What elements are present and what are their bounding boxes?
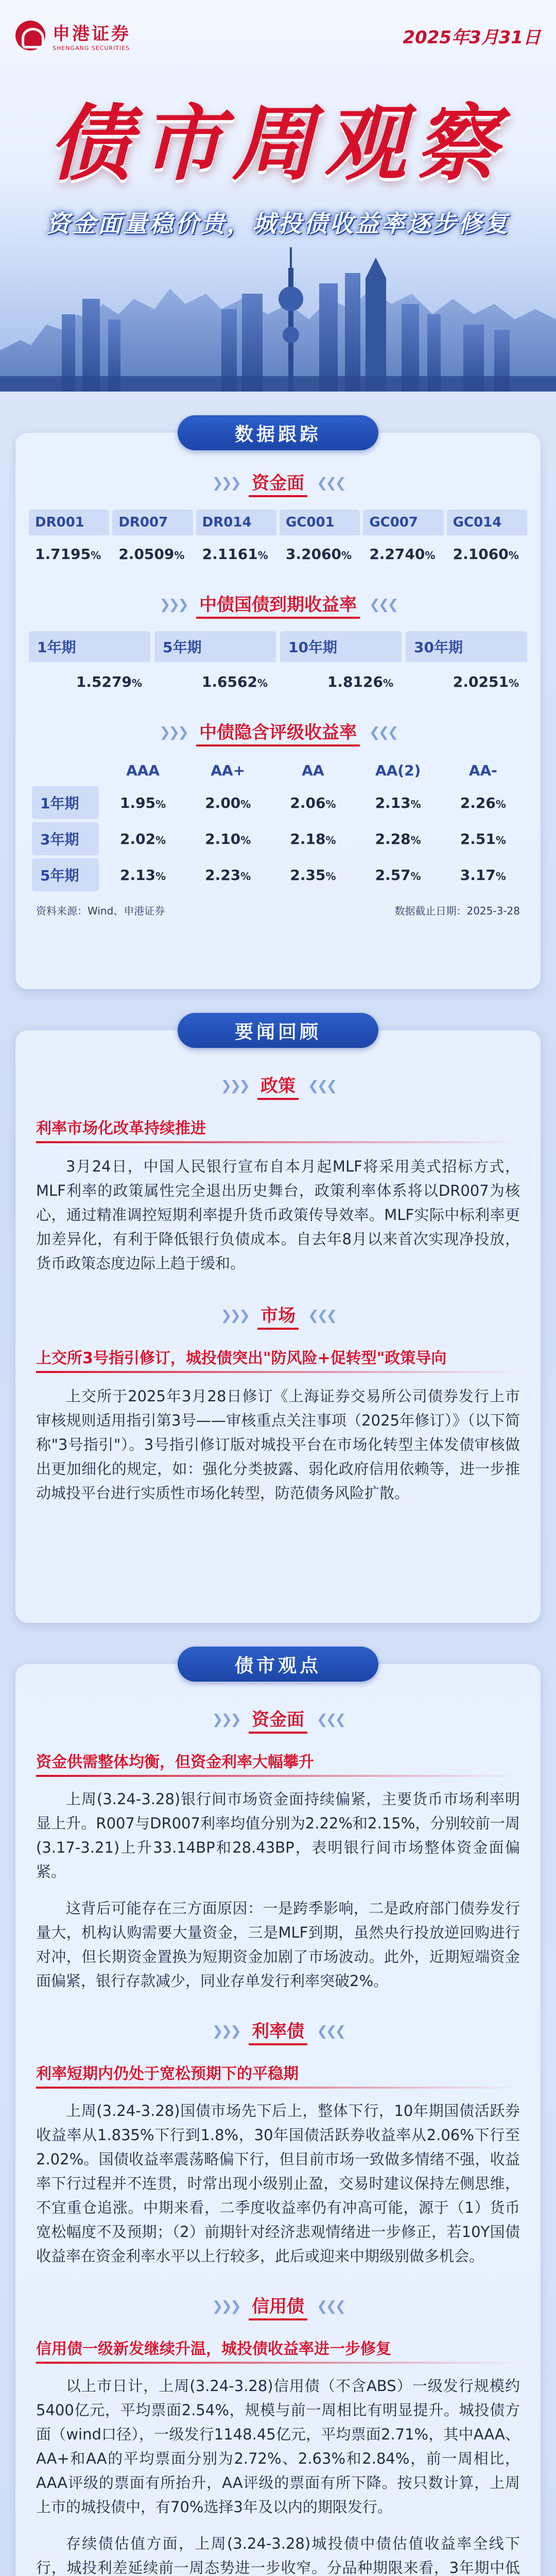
table-cell: 2.06%: [290, 794, 336, 811]
row-label: 1年期: [32, 786, 99, 819]
table-row: [32, 822, 524, 855]
chevrons-left-icon: ❯❯❯: [159, 724, 187, 740]
credit-paragraph-1: 以上市日计，上周(3.24-3.28)信用债（不含ABS）一级发行规模约5400亿元，平均票面2.54%，规模与前一周相比有明显提升。城投债方面（wind口径），一级发行1148.45亿元，平均票面2.71%，其中AAA、AA+和AA的平均票面分别为2.72%、2.63%和2.84%，前一周相比，AAA评级的票面有所抬升，AA评级的票面有所下降。按只数计算，上周上市的城投债中，有70%选择3年及以内的期限发行。: [36, 2377, 520, 2516]
funding-section-head: ❯❯❯ 资金面 ❮❮❮: [15, 469, 541, 497]
data-tracking-panel: [15, 423, 541, 989]
rate-value: 2.1161%: [202, 546, 268, 563]
views-funding-head: ❯❯❯ 资金面 ❮❮❮: [15, 1705, 541, 1734]
top-bar: [15, 18, 541, 54]
policy-headline: 利率市场化改革持续推进: [36, 1120, 206, 1138]
market-headline: 上交所3号指引修订，城投债突出"防风险+促转型"政策导向: [36, 1349, 447, 1367]
rate-value: 3.2060%: [285, 546, 352, 563]
funding-paragraph-2: 这背后可能存在三方面原因：一是跨季影响，二是政府部门债券发行量大，机构认购需要大量资金，三是MLF到期，虽然央行投放逆回购进行对冲，但长期资金置换为短期资金加剧了市场波动。此外，近期短端资金面偏紧，银行存款减少，同业存单发行利率突破2%。: [36, 1900, 520, 1990]
chevrons-left-icon: ❯❯❯: [159, 597, 187, 613]
table-cell: 1.95%: [120, 794, 166, 811]
chevrons-left-icon: ❯❯❯: [212, 2023, 239, 2039]
table-cell: 2.23%: [205, 866, 251, 884]
row-label: 3年期: [32, 822, 99, 855]
term-name: 5年期: [154, 631, 276, 662]
rate-name: DR014: [196, 510, 276, 535]
yield-value: 1.8126%: [327, 673, 393, 690]
rate-name: GC014: [447, 510, 527, 535]
column-header: AA(2): [375, 762, 421, 779]
rate-name: GC001: [280, 510, 360, 535]
chevrons-left-icon: ❯❯❯: [212, 475, 239, 491]
funding-paragraph-1: 上周(3.24-3.28)银行间市场资金面持续偏紧，主要货币市场利率明显上升。R007与DR007利率均值分别为2.22%和2.15%，分别较前一周(3.17-3.21)上升33.14BP和28.43BP，表明银行间市场整体资金面偏紧。: [36, 1790, 520, 1880]
funding-rate-grid: [29, 510, 527, 570]
rate-value: 2.1060%: [453, 546, 519, 563]
column-header: AA-: [468, 762, 497, 779]
tab-news-review: 要闻回顾: [178, 1013, 378, 1048]
table-row: [32, 858, 524, 891]
chevrons-left-icon: ❯❯❯: [212, 2298, 239, 2314]
source-row: [36, 903, 520, 918]
rate-value: 2.2740%: [369, 546, 436, 563]
brand-logo: [15, 20, 131, 52]
chevrons-right-icon: ❮❮❮: [369, 724, 397, 740]
credit-paragraph-2: 存续债估值方面，上周(3.24-3.28)城投债中债估值收益率全线下行，城投利差延续前一周态势进一步收窄。分品种期限来看，3年期中低: [36, 2535, 520, 2576]
rate-value: 2.0509%: [118, 546, 185, 563]
bond-views-panel: [15, 1655, 541, 2576]
hero-banner: [0, 0, 556, 392]
chevrons-right-icon: ❮❮❮: [369, 597, 397, 613]
chevrons-right-icon: ❮❮❮: [317, 2298, 344, 2314]
yield-value: 1.5279%: [76, 673, 142, 690]
row-label: 5年期: [32, 858, 99, 891]
chevrons-right-icon: ❮❮❮: [317, 1711, 344, 1727]
chevrons-right-icon: ❮❮❮: [317, 475, 344, 491]
issue-date: 2025年3月31日: [403, 27, 541, 48]
table-cell: 3.17%: [460, 866, 506, 884]
table-cell: 2.51%: [460, 830, 506, 848]
table-cell: 2.13%: [375, 794, 421, 811]
column-header: AA+: [211, 762, 246, 779]
views-rate-head: ❯❯❯ 利率债 ❮❮❮: [15, 2017, 541, 2045]
rate-name: GC007: [363, 510, 443, 535]
table-row: [32, 786, 524, 819]
column-header: AAA: [126, 762, 160, 779]
brand-name-en: SHENGANG SECURITIES: [53, 45, 130, 52]
rate-value: 1.7195%: [35, 546, 101, 563]
tab-data-tracking: 数据跟踪: [178, 415, 378, 450]
table-cell: 2.26%: [460, 794, 506, 811]
table-header-row: [32, 758, 524, 783]
policy-section-head: ❯❯❯ 政策 ❮❮❮: [15, 1072, 541, 1100]
market-paragraph: 上交所于2025年3月28日修订《上海证券交易所公司债券发行上市审核规则适用指引第3号——审核重点关注事项（2025年修订）》（以下简称"3号指引"）。3号指引修订版对城投平台在市场化转型主体发债审核做出更加细化的规定，如：强化分类披露、弱化政府信用依赖等，进一步推动城投平台进行实质性市场化转型，防范债务风险扩散。: [36, 1387, 520, 1502]
rate-paragraph: 上周(3.24-3.28)国债市场先下后上，整体下行，10年期国债活跃券收益率从1.835%下行到1.8%，30年国债活跃券收益率从2.06%下行至2.02%。国债收益率震荡略偏下行，但目前市场一致做多情绪不强，收益率下行过程并不连贯，时常出现小级别止盈，交易时建议保持左侧思维，不宜重仓追涨。中期来看，二季度收益率仍有冲高可能，源于（1）货币宽松幅度不及预期；（2）前期针对经济悲观情绪进一步修正，若10Y国债收益率在资金利率水平以上行较多，此后或迎来中期级别做多机会。: [36, 2102, 520, 2265]
term-name: 1年期: [29, 631, 150, 662]
data-cutoff-date: 数据截止日期：2025-3-28: [394, 905, 520, 917]
chevrons-right-icon: ❮❮❮: [317, 2023, 344, 2039]
brand-name-cn: 申港证券: [53, 24, 131, 44]
page-title: 债市周观察: [48, 95, 507, 192]
page-subtitle: 资金面量稳价贵，城投债收益率逐步修复: [46, 210, 510, 238]
chevrons-right-icon: ❮❮❮: [308, 1078, 336, 1094]
yield-value: 1.6562%: [201, 673, 268, 690]
table-cell: 2.18%: [290, 830, 336, 848]
rate-name: DR007: [112, 510, 193, 535]
table-cell: 2.13%: [120, 866, 166, 884]
table-cell: 2.28%: [375, 830, 421, 848]
market-section-head: ❯❯❯ 市场 ❮❮❮: [15, 1301, 541, 1330]
yield-value: 2.0251%: [453, 673, 519, 690]
chevrons-left-icon: ❯❯❯: [220, 1308, 248, 1324]
funding-headline: 资金供需整体均衡，但资金利率大幅攀升: [36, 1753, 314, 1771]
city-skyline-illustration: [0, 237, 556, 392]
logo-icon: [15, 21, 45, 50]
rating-yield-table: [29, 755, 527, 894]
credit-headline: 信用债一级新发继续升温，城投债收益率进一步修复: [36, 2340, 391, 2358]
table-cell: 2.00%: [205, 794, 251, 811]
news-review-panel: [15, 1021, 541, 1623]
term-name: 10年期: [280, 631, 402, 662]
table-cell: 2.10%: [205, 830, 251, 848]
chevrons-left-icon: ❯❯❯: [220, 1078, 248, 1094]
treasury-section-head: ❯❯❯ 中债国债到期收益率 ❮❮❮: [15, 590, 541, 619]
chevrons-left-icon: ❯❯❯: [212, 1711, 239, 1727]
views-credit-head: ❯❯❯ 信用债 ❮❮❮: [15, 2292, 541, 2320]
rate-headline: 利率短期内仍处于宽松预期下的平稳期: [36, 2065, 299, 2083]
policy-paragraph: 3月24日，中国人民银行宣布自本月起MLF将采用美式招标方式，MLF利率的政策属性完全退出历史舞台，政策利率体系将以DR007为核心，通过精准调控短期利率提升货币政策传导效率。MLF实际中标利率更加差异化，有利于降低银行负债成本。自去年8月以来首次实现净投放，货币政策态度边际上趋于缓和。: [36, 1158, 520, 1272]
table-cell: 2.02%: [120, 830, 166, 848]
treasury-yield-grid: [29, 631, 527, 698]
data-source: 资料来源：Wind、申港证券: [36, 905, 165, 917]
table-cell: 2.57%: [375, 866, 421, 884]
tab-bond-views: 债市观点: [178, 1647, 378, 1682]
rating-section-head: ❯❯❯ 中债隐含评级收益率 ❮❮❮: [15, 718, 541, 747]
term-name: 30年期: [406, 631, 527, 662]
column-header: AA: [302, 762, 324, 779]
table-cell: 2.35%: [290, 866, 336, 884]
rate-name: DR001: [29, 510, 109, 535]
chevrons-right-icon: ❮❮❮: [308, 1308, 336, 1324]
